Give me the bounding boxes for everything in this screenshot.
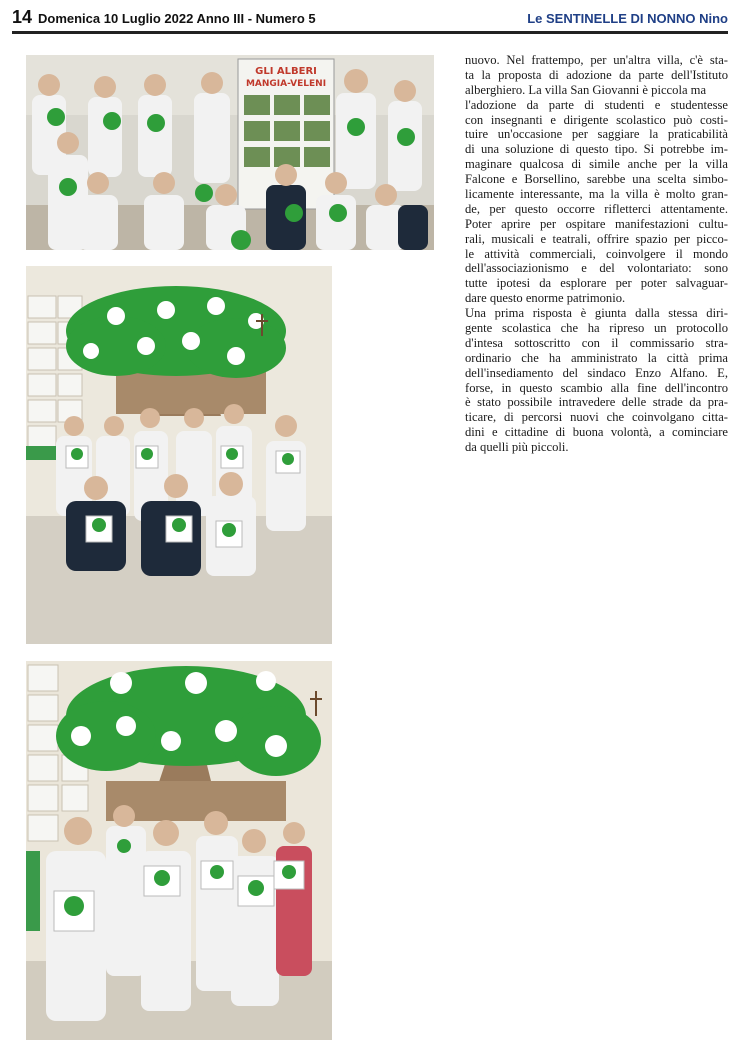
- page-number: 14: [12, 7, 33, 27]
- article-line: alberghiero. La villa San Giovanni è piccola ma: [465, 82, 707, 97]
- article-line: forse, in questo scambio alla fine dell'incontro: [465, 380, 728, 395]
- article-line: dell'insediamento del sindaco Enzo Alfano. E,: [465, 365, 728, 380]
- issue-date-line: Domenica 10 Luglio 2022 Anno III - Numero 5: [38, 11, 316, 26]
- class-group-photo-2-image: [26, 266, 332, 644]
- article-line: Poter aprire per ospitare manifestazioni cultu-: [465, 216, 728, 231]
- article-line: ticare, di percorsi nuovi che coinvolgano citta-: [465, 410, 728, 425]
- article-line: dell'associazionismo e del volontariato: sono: [465, 261, 728, 276]
- newspaper-masthead: Le SENTINELLE DI NONNO Nino: [527, 11, 728, 26]
- article-line: dini e cittadine di buona volontà, a cominciare: [465, 425, 728, 440]
- article-line: dare questo enorme patrimonio.: [465, 291, 626, 306]
- article-line: gente scolastica che ha ripreso un protocollo: [465, 321, 728, 336]
- article-line: rali, musicali e teatrali, offrire spazio per picco-: [465, 231, 728, 246]
- class-group-photo-1: [26, 55, 434, 250]
- paper-tree-canopy: [66, 286, 286, 378]
- article-line: nuovo. Nel frattempo, per un'altra villa, c'è sta-: [465, 53, 728, 67]
- article-text-column: [465, 53, 728, 455]
- sign-text-2: MANGIA-VELENI: [245, 79, 327, 89]
- page-header: [12, 6, 728, 32]
- header-rule: [12, 31, 728, 34]
- article-line: è stato possibile intravedere delle strade da pra-: [465, 395, 728, 410]
- article-line: ordinario che ha amministrato la città prima: [465, 350, 728, 365]
- class-group-photo-1-image: [26, 55, 434, 250]
- article-line: Una prima risposta è giunta dalla stessa diri-: [465, 306, 728, 321]
- article-line: da quelli più piccoli.: [465, 440, 569, 455]
- article-line: d'intesa sottoscritto con il commissario stra-: [465, 335, 728, 350]
- article-line: le attività commerciali, coinvolgere il mondo: [465, 246, 728, 261]
- article-line: Falcone e Borsellino, sarebbe una scelta simbo-: [465, 172, 728, 187]
- class-group-photo-3-image: [26, 661, 332, 1040]
- article-line: maginare qualcosa di simile anche per la villa: [465, 157, 728, 172]
- article-line: de, per questo occorre rifletterci attentamente.: [465, 201, 728, 216]
- article-line: tuire un'occasione per saggiare la praticabilità: [465, 127, 728, 142]
- article-line: l'adozione da parte di studenti e studentesse: [465, 97, 728, 112]
- article-line: tutte ipotesi da esplorare per poter salvaguar-: [465, 276, 728, 291]
- class-group-photo-3: [26, 661, 332, 1040]
- sign-text-1: GLI ALBERI: [255, 66, 317, 77]
- class-group-photo-2: [26, 266, 332, 644]
- article-line: ta la proposta di adozione da parte dell'Istituto: [465, 67, 728, 82]
- article-line: licamente interessante, ma la villa è molto gran-: [465, 187, 728, 202]
- article-line: di una soluzione di questo tipo. Si potrebbe im-: [465, 142, 728, 157]
- article-line: con insegnanti e dirigente scolastico può costi-: [465, 112, 728, 127]
